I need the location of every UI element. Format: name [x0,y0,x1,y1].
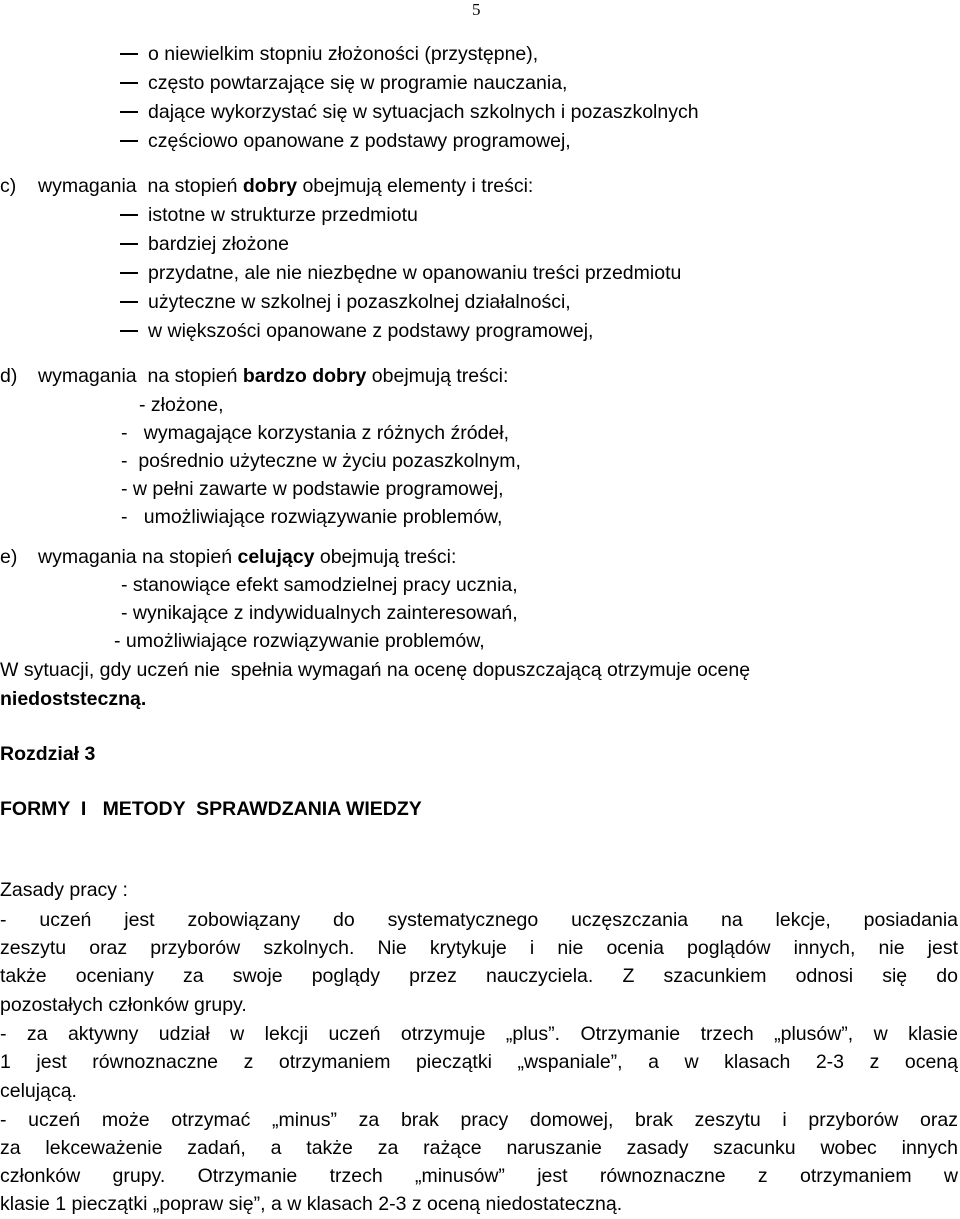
failing-note-grade: niedoststeczną. [0,688,147,710]
list-item: - wynikające z indywidualnych zainteresowań, [121,602,518,624]
list-item: - umożliwiające rozwiązywanie problemów, [114,630,485,652]
list-item: - pośrednio użyteczne w życiu pozaszkolnym, [121,450,521,472]
grade-name: celujący [237,546,315,568]
dash-bullet-icon [120,82,138,84]
page-number: 5 [472,0,481,19]
section-c-heading: c) wymagania na stopień dobry obejmują elementy i treści: [0,175,534,197]
dash-bullet-icon [120,301,138,303]
rules-line: członków grupy. Otrzymanie trzech „minusów” jest równoznaczne z otrzymaniem w [0,1165,958,1187]
chapter-title: FORMY I METODY SPRAWDZANIA WIEDZY [0,798,422,820]
list-item: przydatne, ale nie niezbędne w opanowaniu treści przedmiotu [120,261,681,285]
dash-bullet-icon [120,140,138,142]
rules-line: - uczeń może otrzymać „minus” za brak pracy domowej, brak zeszytu i przyborów oraz [0,1109,958,1131]
dash-bullet-icon [120,272,138,274]
grade-name: bardzo dobry [242,365,367,387]
rules-line: celującą. [0,1080,77,1102]
rules-heading: Zasady pracy : [0,879,128,901]
list-item: o niewielkim stopniu złożoności (przystępne), [120,42,538,66]
list-item: - wymagające korzystania z różnych źródeł, [121,422,509,444]
list-item: - stanowiące efekt samodzielnej pracy ucznia, [121,574,518,596]
rules-line: zeszytu oraz przyborów szkolnych. Nie krytykuje i nie ocenia poglądów innych, nie jest [0,937,958,959]
failing-note: W sytuacji, gdy uczeń nie spełnia wymagań na ocenę dopuszczającą otrzymuje ocenę [0,659,751,681]
list-item: dające wykorzystać się w sytuacjach szkolnych i pozaszkolnych [120,100,699,124]
list-item: często powtarzające się w programie nauczania, [120,71,567,95]
list-item: bardziej złożone [120,232,289,256]
chapter-label: Rozdział 3 [0,743,96,765]
rules-line: klasie 1 pieczątki „popraw się”, a w klasach 2-3 z oceną niedostateczną. [0,1193,623,1215]
dash-bullet-icon [120,330,138,332]
rules-line: za lekceważenie zadań, a także za rażące naruszanie zasady szacunku wobec innych [0,1137,958,1159]
list-item: - umożliwiające rozwiązywanie problemów, [121,506,503,528]
list-item: użyteczne w szkolnej i pozaszkolnej działalności, [120,290,571,314]
section-e-heading: e) wymagania na stopień celujący obejmują treści: [0,546,457,568]
rules-line: pozostałych członków grupy. [0,994,247,1016]
dash-bullet-icon [120,53,138,55]
rules-line: także oceniany za swoje poglądy przez nauczyciela. Z szacunkiem odnosi się do [0,965,958,987]
rules-line: - uczeń jest zobowiązany do systematycznego uczęszczania na lekcje, posiadania [0,909,958,931]
dash-bullet-icon [120,243,138,245]
list-item: istotne w strukturze przedmiotu [120,203,418,227]
list-item: - złożone, [139,394,224,416]
dash-bullet-icon [120,214,138,216]
rules-line: 1 jest równoznaczne z otrzymaniem pieczątki „wspaniale”, a w klasach 2-3 z oceną [0,1051,958,1073]
section-d-heading: d) wymagania na stopień bardzo dobry obejmują treści: [0,365,509,387]
rules-line: - za aktywny udział w lekcji uczeń otrzymuje „plus”. Otrzymanie trzech „plusów”, w klasie [0,1023,958,1045]
list-item: w większości opanowane z podstawy programowej, [120,319,593,343]
dash-bullet-icon [120,111,138,113]
list-item: - w pełni zawarte w podstawie programowej, [121,478,504,500]
list-item: częściowo opanowane z podstawy programowej, [120,129,571,153]
grade-name: dobry [242,175,298,197]
